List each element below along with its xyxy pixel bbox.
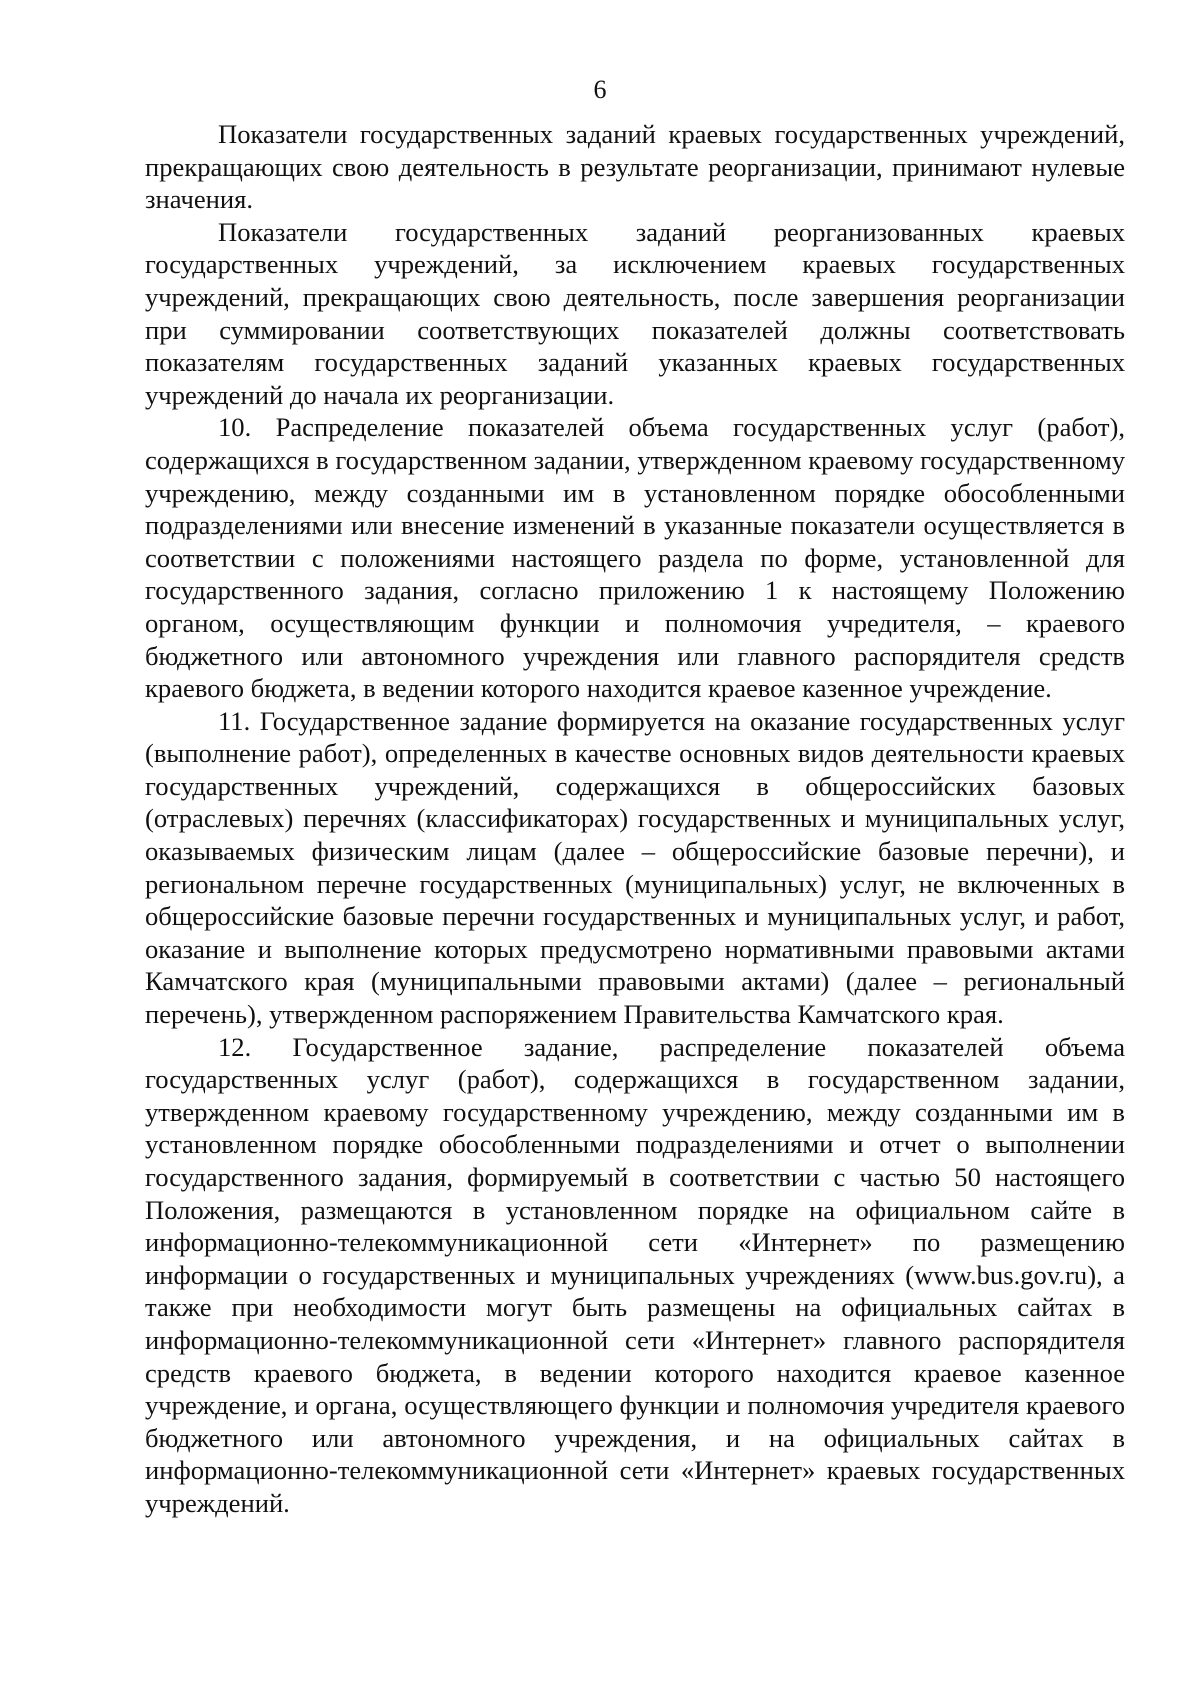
paragraph-12: 12. Государственное задание, распределение показателей объема государственных услуг (работ), содержащихся в государственном задании, утвержденном краевому государственному учреждению, между созданными им в установленном порядке обособленными подразделениями и отчет о выполнении государственного задания, формируемый в соответствии с частью 50 настоящего Положения, размещаются в установленном порядке на официальном сайте в информационно-телекоммуникационной сети «Интернет» по размещению информации о государственных и муниципальных учреждениях (www.bus.gov.ru), а также при необходимости могут быть размещены на официальных сайтах в информационно-телекоммуникационной сети «Интернет» главного распорядителя средств краевого бюджета, в ведении которого находится краевое казенное учреждение, и органа, осуществляющего функции и полномочия учредителя краевого бюджетного или автономного учреждения, и на официальных сайтах в информационно-телекоммуникационной сети «Интернет» краевых государственных учреждений. bbox=[145, 1031, 1125, 1518]
page-number: 6 bbox=[593, 75, 607, 104]
paragraph-11: 11. Государственное задание формируется на оказание государственных услуг (выполнение работ), определенных в качестве основных видов деятельности краевых государственных учреждений, содержащихся в общероссийских базовых (отраслевых) перечнях (классификаторах) государственных и муниципальных услуг, оказываемых физическим лицам (далее – общероссийские базовые перечни), и региональном перечне государственных (муниципальных) услуг, не включенных в общероссийские базовые перечни государственных и муниципальных услуг, и работ, оказание и выполнение которых предусмотрено нормативными правовыми актами Камчатского края (муниципальными правовыми актами) (далее – региональный перечень), утвержденном распоряжением Правительства Камчатского края. bbox=[145, 705, 1125, 1030]
paragraph-reorganized-indicators: Показатели государственных заданий реорганизованных краевых государственных учреждений, за исключением краевых государственных учреждений, прекращающих свою деятельность, после завершения реорганизации при суммировании соответствующих показателей должны соответствовать показателям государственных заданий указанных краевых государственных учреждений до начала их реорганизации. bbox=[145, 216, 1125, 410]
paragraph-reorganization-zero-values: Показатели государственных заданий краевых государственных учреждений, прекращающих свою деятельность в результате реорганизации, принимают нулевые значения. bbox=[145, 119, 1125, 215]
document-body bbox=[145, 118, 1125, 1520]
paragraph-10: 10. Распределение показателей объема государственных услуг (работ), содержащихся в государственном задании, утвержденном краевому государственному учреждению, между созданными им в установленном порядке обособленными подразделениями или внесение изменений в указанные показатели осуществляется в соответствии с положениями настоящего раздела по форме, установленной для государственного задания, согласно приложению 1 к настоящему Положению органом, осуществляющим функции и полномочия учредителя, – краевого бюджетного или автономного учреждения или главного распорядителя средств краевого бюджета, в ведении которого находится краевое казенное учреждение. bbox=[145, 412, 1125, 704]
